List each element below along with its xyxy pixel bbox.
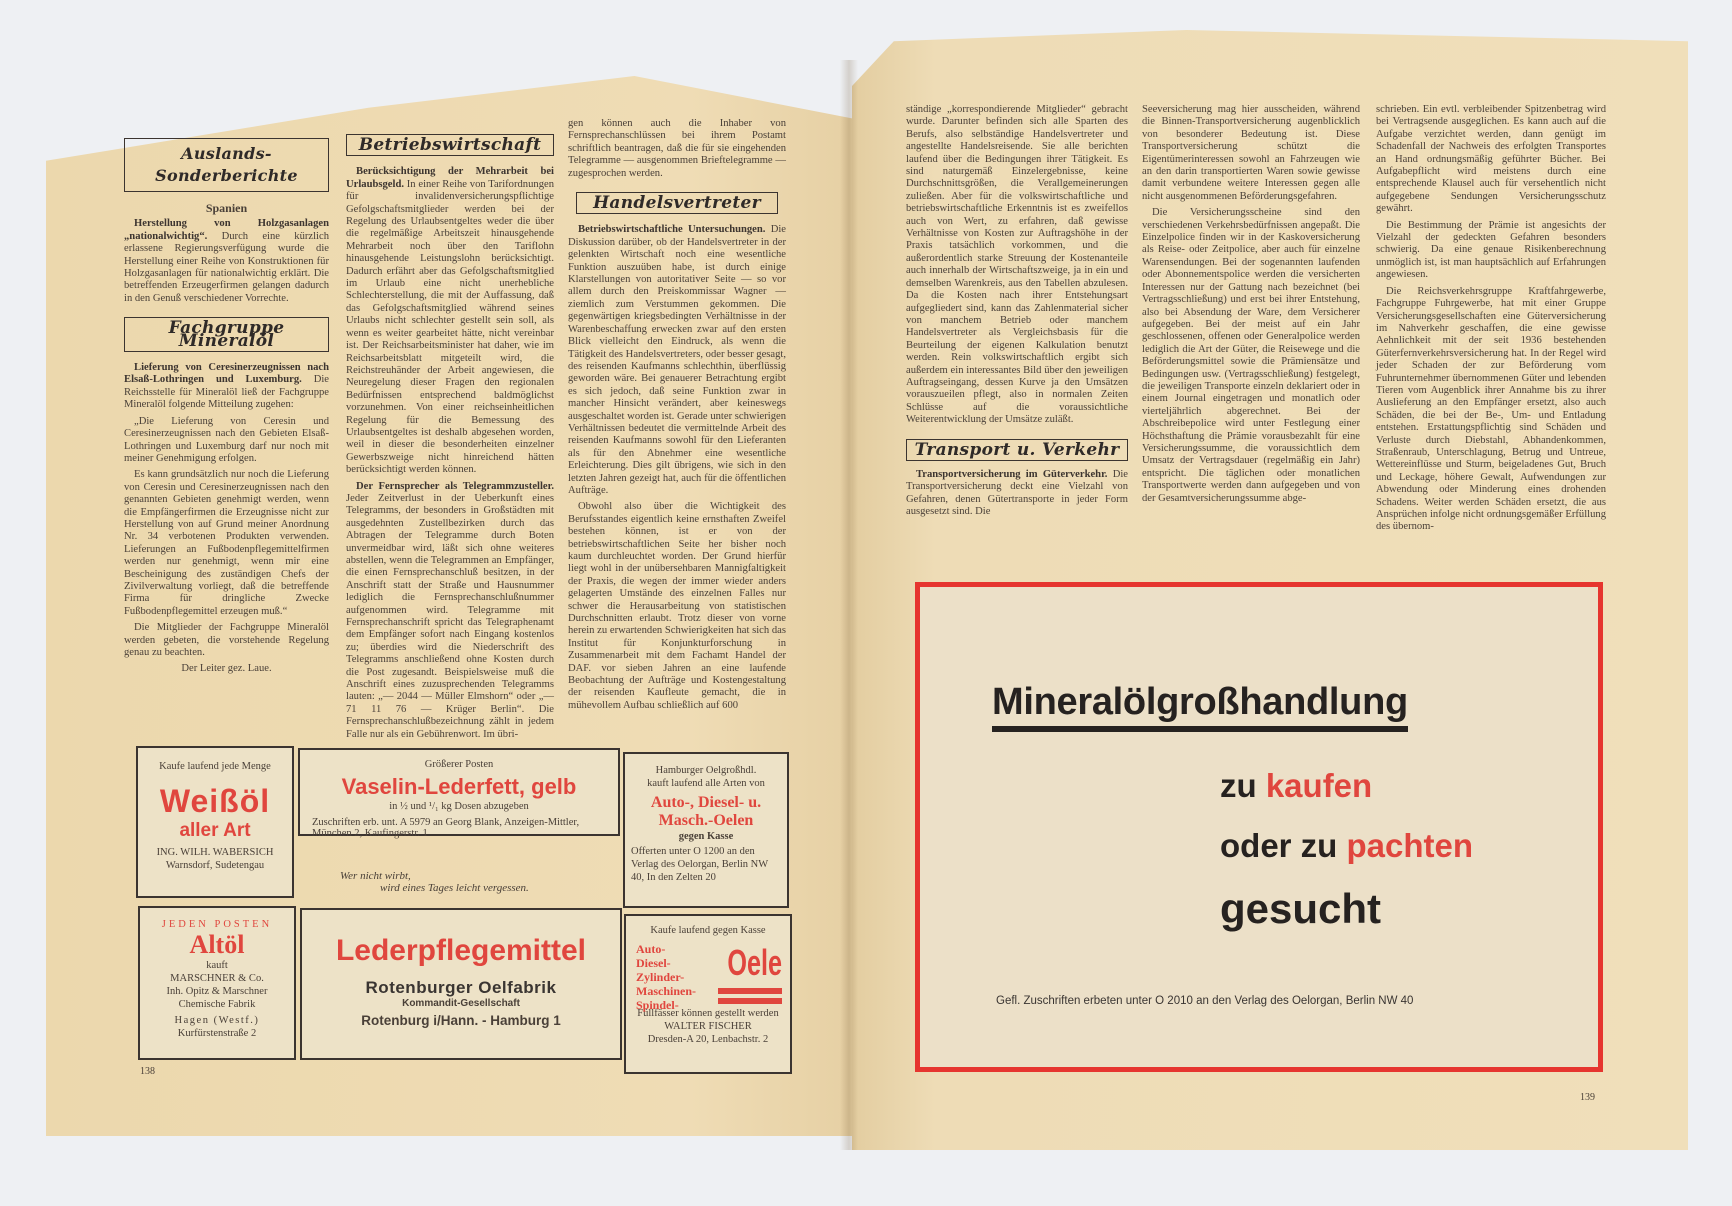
ad-address: Dresden-A 20, Lenbachstr. 2 (647, 1034, 769, 1045)
ad-subtitle: aller Art (179, 820, 251, 841)
ad-text: Hamburger Oelgroßhdl. (655, 765, 757, 776)
article-paragraph: Transportversicherung im Güterverkehr. Die Transportversicherung deckt eine Vielzahl von Gefahren, denen Gütertransporte in jeder Form ausgesetzt sind. Die (906, 468, 1128, 518)
ad-text: kauft laufend alle Arten von (647, 778, 765, 789)
article-paragraph: schrieben. Ein evtl. verbleibender Spitzenbetrag wird bei Vertragsende ausgeglichen. Es kann auch auf die Aufgabe verzichtet werden, dann genügt im Schadenfall der Nachweis des erfolgten Transportes an Hand ordnungsmäßig geführter Bücher. Bei Aufgabepflicht wird meistens durch eine entsprechende Klausel auch für versehentlich nicht aufgegebene Sendungen Versicherungsschutz gewährt. (1376, 104, 1606, 215)
ad-company: ING. WILH. WABERSICH (156, 847, 274, 858)
ad-text: Kaufe laufend jede Menge (159, 761, 271, 772)
ad-text: oder zu (1220, 827, 1347, 864)
ad-hamburger-oel (623, 752, 789, 908)
oil-type: Zylinder- (636, 970, 685, 984)
page-number-right: 139 (1580, 1092, 1595, 1103)
ad-text: Kaufe laufend gegen Kasse (650, 925, 766, 936)
ad-text-red: pachten (1346, 827, 1474, 864)
ad-title: Weißöl (159, 783, 271, 819)
ad-city: Hagen (Westf.) (174, 1015, 260, 1026)
ad-line-3: gesucht (1220, 885, 1382, 932)
article-paragraph: Die Bestimmung der Prämie ist angesichts der Vielzahl der gedeckten Gefahren besonders schwierig. Da eine genaue Risikenberechnung unmöglich ist, ist man hauptsächlich auf Erfahrungen angewiesen. (1376, 219, 1606, 281)
slogan (340, 870, 610, 894)
right-column-3 (1376, 104, 1606, 538)
left-column-1 (124, 132, 329, 680)
ad-text: Größerer Posten (424, 759, 494, 770)
book-gutter (840, 60, 858, 1150)
oil-type: Maschinen- (636, 984, 696, 998)
ad-place: Warnsdorf, Sudetengau (165, 860, 265, 871)
ad-note: Füllfässer können gestellt werden (637, 1008, 779, 1019)
ad-title: Auto-, Diesel- u. (650, 794, 762, 811)
ad-title: Vaselin-Lederfett, gelb (341, 774, 577, 799)
ad-vaselin (298, 748, 620, 839)
page-number-left: 138 (140, 1066, 155, 1077)
ad-lederpflegemittel (300, 908, 622, 1060)
section-heading-fachgruppe: Fachgruppe Mineralöl (124, 317, 329, 352)
ad-text: zu (1220, 767, 1266, 804)
right-column-2 (1142, 104, 1360, 509)
ad-terms: gegen Kasse (678, 831, 734, 842)
ad-line-1 (1220, 767, 1372, 805)
article-paragraph: Der Fernsprecher als Telegrammzusteller. Jeder Zeitverlust in der Ueberkunft eines Telegramms, der besonders in Großstädten mit ausgedehnten Zustellbezirken durch das Abtragen der Telegramme durch Boten unvermeidbar wird, läßt sich ohne weiteres abstellen, wenn die Telegrammen an Empfänger, die einen Fernsprechanschluß besitzen, in der Anschrift statt der Straße und Hausnummer lediglich die Fernsprechanschlußnummer aufgenommen wird. Telegramme mit Fernsprechanschrift spricht das Telegraphenamt dem Empfänger sofort nach Eingang kostenlos zu; überdies wird die Niederschrift des Telegramms anschließend ohne Kosten durch die Post zugesandt. Beispielsweise muß die Anschrift eines zuzusprechenden Telegramms lauten: „— 2044 — Müller Elmshorn“ oder „— 71 11 76 — Krüger Berlin“. Die Fernsprechanschlußbezeichnung zählt in jedem Falle nur als ein Gebührenwort. Im übri- (346, 480, 554, 740)
slogan-line: Wer nicht wirbt, (340, 870, 411, 882)
ad-company: Rotenburger Oelfabrik (365, 978, 557, 997)
ad-detail: in ½ und ¹/₁ kg Dosen abzugeben (389, 801, 529, 812)
ad-text: JEDEN POSTEN (161, 919, 273, 930)
article-paragraph: Obwohl also über die Wichtigkeit des Berufsstandes eigentlich keine ernsthaften Zweifel bestehen können, ist er von der betriebswirtschaftlichen Seite her bisher noch kaum durchleuchtet worden. Der Grund hierfür liegt wohl in der unübersehbaren Mannigfaltigkeit der Praxis, die wegen der immer wieder anders gelagerten Umstände des einzelnen Falles nur schwer die Herausarbeitung von statistischen Durchschnitten erlaubt. Trotz dieser von vorne herein zu erwartenden Schwierigkeiten hat sich das Institut für Konjunkturforschung in Zusammenarbeit mit dem Fachamt Handel der DAF. vor sieben Jahren an eine laufende Beobachtung der Aufträge und Kostengestaltung der reisenden Kaufleute gemacht, die in mühevollem Aufbau schließlich auf 600 (568, 501, 786, 711)
ad-title: Oele (727, 942, 782, 983)
article-paragraph: Seeversicherung mag hier ausscheiden, während die Binnen-Transportversicherung augenblicklich von besonderer Bedeutung ist. Diese Transportversicherung schützt die Eigentümerinteressen sowohl an Fahrzeugen wie an den darin transportierten Waren sowie gewisse damit verbundene weitere Interessen gegen alle nicht ausgenommenen Beförderungsgefahren. (1142, 104, 1360, 202)
ad-street: Kurfürstenstraße 2 (177, 1028, 257, 1039)
subheading-spanien: Spanien (205, 201, 248, 215)
oil-type: Spindel- (636, 998, 679, 1012)
red-bars (718, 988, 782, 994)
section-heading-betriebswirtschaft: Betriebswirtschaft (346, 134, 554, 156)
ad-owner: Inh. Opitz & Marschner (166, 986, 268, 997)
ad-company: MARSCHNER & Co. (170, 973, 264, 984)
ad-line-2 (1220, 827, 1473, 865)
signature: Der Leiter gez. Laue. (181, 663, 272, 675)
oil-type: Auto- (636, 942, 666, 956)
section-heading-handelsvertreter: Handelsvertreter (576, 192, 778, 214)
ad-altoel (138, 906, 296, 1060)
right-column-1 (906, 104, 1128, 523)
ad-company: WALTER FISCHER (664, 1021, 752, 1032)
ad-title: Lederpflegemittel (335, 934, 587, 967)
left-column-3 (568, 118, 786, 716)
article-paragraph: ständige „korrespondierende Mitglieder“ gebracht wurde. Darunter befinden sich alle Sparten des Berufs, also selbständige Handelsvertreter und angestellte Handelsreisende. Sie alle berichten laufend über die Bedingungen ihrer Tätigkeit. Es sind naturgemäß Einzelergebnisse, keine Durchschnittsgrößen, die Verallgemeinerungen zuließen. Aber für die volkswirtschaftliche und betriebswirtschaftliche Erkenntnis ist es zweifellos auch von Wert, zu erfahren, daß gewisse Verhältnisse von Kosten zur Auftragshöhe in der Praxis tatsächlich vorkommen, und die außerordentlich starke Streuung der Kostenanteile auch innerhalb der Wirtschaftszweige, ja in ein und demselben Warenkreis, aus den Tabellen abzulesen. Da die Kosten nach ihrer Entstehungsart aufgegliedert sind, kann das Zahlenmaterial sicher von manchem Betrieb oder manchem Handelsvertreter als Vergleichsbasis für die Beurteilung der eigenen Kalkulation benutzt werden. Rein volkswirtschaftlich ergibt sich außerdem ein interessantes Bild über den jeweiligen Auftragseingang, dessen Kurve ja den Umsätzen vorauszueilen pflegt, also in normalen Zeiten Schlüsse auf die voraussichtliche Weiterentwicklung der Umsätze zuläßt. (906, 104, 1128, 426)
article-paragraph: Die Versicherungsscheine sind den verschiedenen Verkehrsbedürfnissen angepaßt. Die Einzelpolice finden wir in der Kaskoversicherung als Reise- oder Zeitpolice, aber auch für einzelne Warensendungen. Bei der sogenannten laufenden oder Abonnementspolice werden die versicherten Interessen nur der Gattung nach bezeichnet (bei Vertragsschließung) und erst bei ihrer Entstehung, also bei Absendung der Ware, dem Versicherer aufgegeben. Bei der meist auf ein Jahr geschlossenen, offenen oder Generalpolice werden lediglich die Art der Güter, die Reisewege und die Beförderungsmittel sowie die Prämiensätze und Bedingungen usw. (Vertragsschließung) festgelegt, die jeweiligen Transporte einzeln deklariert oder in einem Journal eingetragen und monatlich oder vierteljährlich abgerechnet. Bei der Abschreibepolice wird unter Festlegung einer Höchsthaftung die Prämie vorausbezahlt für eine Versicherungssumme, die voraussichtlich dem Umsatz der Vertragsdauer (regelmäßig ein Jahr) entspricht. Die täglichen oder monatlichen Transportwerte werden dann aufgegeben und von der Gesamtversicherungssumme abge- (1142, 207, 1360, 504)
article-paragraph: Es kann grundsätzlich nur noch die Lieferung von Ceresin und Ceresinerzeugnissen nach den genannten Gebieten genehmigt werden, wenn die Empfängerfirmen die Erzeugnisse nicht zur Herstellung von auf Grund meiner Anordnung Nr. 34 verbotenen Produkten verwenden. Lieferungen an Fußbodenpflegemittelfirmen werden nur genehmigt, wenn mir eine Bescheinigung des zuständigen Chefs der Zivilverwaltung vorliegt, daß die betreffende Firma für dringliche Zwecke Fußbodenpflegemittel erzeugen muß.“ (124, 469, 329, 617)
oil-type: Diesel- (636, 956, 671, 970)
article-paragraph: Die Mitglieder der Fachgruppe Mineralöl werden gebeten, die vorstehende Regelung genau zu beachten. (124, 622, 329, 658)
article-paragraph: Herstellung von Holzgasanlagen „nationalwichtig“. Durch eine kürzlich erlassene Regierungsverfügung wurde die Herstellung einer Reihe von Konstruktionen für Holzgasanlagen für nationalwichtig erklärt. Die betreffenden Erzeugerfirmen gelangen dadurch in den Genuß verschiedener Vorrechte. (124, 218, 329, 304)
ad-form: Kommandit-Gesellschaft (402, 998, 520, 1009)
article-paragraph: „Die Lieferung von Ceresin und Ceresinerzeugnissen nach den Gebieten Elsaß-Lothringen und Luxemburg darf nur noch mit meiner Genehmigung erfolgen. (124, 415, 329, 464)
article-paragraph: gen können auch die Inhaber von Fernsprechanschlüssen bei ihrem Postamt schriftlich beantragen, daß die für sie eingehenden Telegramme — ausgenommen Brieftelegramme — zugesprochen werden. (568, 118, 786, 179)
ad-text-red: kaufen (1265, 767, 1373, 804)
ad-contact: Offerten unter O 1200 an den Verlag des Oelorgan, Berlin NW 40, In den Zelten 20 (631, 846, 768, 883)
ad-places: Rotenburg i/Hann. - Hamburg 1 (361, 1013, 561, 1028)
ad-headline: Mineralölgroßhandlung (992, 681, 1408, 732)
oele-types (636, 942, 696, 1012)
ad-type: Chemische Fabrik (178, 999, 256, 1010)
section-heading-auslands: Auslands-Sonderberichte (124, 138, 329, 192)
ad-weissoel (136, 746, 294, 898)
ad-contact: Zuschriften erb. unt. A 5979 an Georg Blank, Anzeigen-Mittler, München 2, Kaufingerstr. 1 (312, 817, 580, 839)
left-column-2 (346, 128, 554, 745)
article-paragraph: Die Reichsverkehrsgruppe Kraftfahrgewerbe, Fachgruppe Fuhrgewerbe, hat mit einer Gruppe Versicherungsgesellschaften eine Güterversicherung im Nahverkehr geschaffen, die eine gewisse Aehnlichkeit mit der seit 1936 bestehenden Güterfernverkehrsversicherung hat. In der Regel wird jeder Schaden der zur Beförderung vom Fuhrunternehmer übernommenen Güter und lebenden Tieren vom Augenblick ihrer Annahme bis zu ihrer Auslieferung an den Empfänger ersetzt, also auch Schäden, die bei der Be-, Um- und Entladung entstehen. Erstattungspflichtig sind Schäden und Verluste durch Diebstahl, Abhandenkommen, Straßenraub, Unterschlagung, Betrug und Untreue, Wettereinflüsse und Sturm, beigeladenes Gut, Bruch und Leckage, höhere Gewalt, Aufwendungen zur Abwendung oder Minderung eines drohenden Schadens. Weiter werden Schäden ersetzt, die aus Ansprüchen infolge nicht ordnungsgemäßer Erfüllung des übernom- (1376, 285, 1606, 533)
ad-oele (624, 914, 792, 1074)
ad-footer: Gefl. Zuschriften erbeten unter O 2010 an den Verlag des Oelorgan, Berlin NW 40 (996, 995, 1414, 1007)
slogan-line: wird eines Tages leicht vergessen. (380, 882, 529, 894)
section-heading-transport: Transport u. Verkehr (906, 439, 1128, 461)
ad-mineraloelgrosshandlung (915, 582, 1603, 1072)
article-paragraph: Berücksichtigung der Mehrarbeit bei Urlaubsgeld. In einer Reihe von Tarifordnungen für invalidenversicherungspflichtige Gefolgschaftsmitglieder werden bei der Regelung des Urlaubsentgeltes weder die über die regelmäßige Arbeitszeit hinausgehende Mehrarbeit noch über den Tariflohn hinausgehende Leistungslohn berücksichtigt. Dadurch erfährt aber das Gefolgschaftsmitglied im Urlaub eine nicht unerhebliche Schlechterstellung, die mit der Auffassung, daß das Gefolgschaftsmitglied während seines Urlaubs nicht schlechter gestellt sein soll, als wenn es weiter gearbeitet hätte, nicht vereinbar ist. Der Reichsarbeitsminister hat daher, wie im Reichsarbeitsblatt mitgeteilt wird, die Reichstreuhänder der Arbeit angewiesen, die Neuregelung dieser Fragen den regionalen Bedürfnissen entsprechend baldmöglichst vorzunehmen. Von einer reichseinheitlichen Regelung für die Bemessung des Urlaubsentgeltes ist deshalb abgesehen worden, weil in dieser die besonderheiten einzelner Gewerbszweige nicht hinreichend hätten berücksichtigt werden können. (346, 166, 554, 476)
ad-title: Masch.-Oelen (658, 812, 754, 829)
ad-text: kauft (206, 960, 228, 971)
ad-title: Altöl (189, 930, 245, 959)
article-paragraph: Betriebswirtschaftliche Untersuchungen. Die Diskussion darüber, ob der Handelsvertreter in der gelenkten Wirtschaft noch eine wesentliche Funktion auszuüben habe, ist durch einige Klarstellungen von autoritativer Seite — so vor allem durch den Preiskommissar Wagner — ziemlich zum Verstummen gekommen. Die gegenwärtigen kriegsbedingten Verhältnisse in der Warenbeschaffung erwecken zwar auf den ersten Blick vielleicht den Eindruck, als wenn die Tätigkeit des Handelsvertreters, oder besser gesagt, des reisenden Kaufmanns schlechthin, überflüssig geworden wäre. Bei genauerer Betrachtung ergibt es sich jedoch, daß seine Funktion zwar in mancher Hinsicht verändert, aber keineswegs ausgeschaltet worden ist. Gerade unter schwierigen Verhältnissen bedeutet die vermittelnde Arbeit des reisenden Kaufmanns sowohl für den Lieferanten als für den Abnehmer eine wesentliche Erleichterung. Dies gilt übrigens, wie sich in den letzten Jahren gezeigt hat, auch für die öffentlichen Aufträge. (568, 224, 786, 496)
article-paragraph: Lieferung von Ceresinerzeugnissen nach Elsaß-Lothringen und Luxemburg. Die Reichsstelle für Mineralöl ließ der Fachgruppe Mineralöl folgende Mitteilung zugehen: (124, 362, 329, 411)
